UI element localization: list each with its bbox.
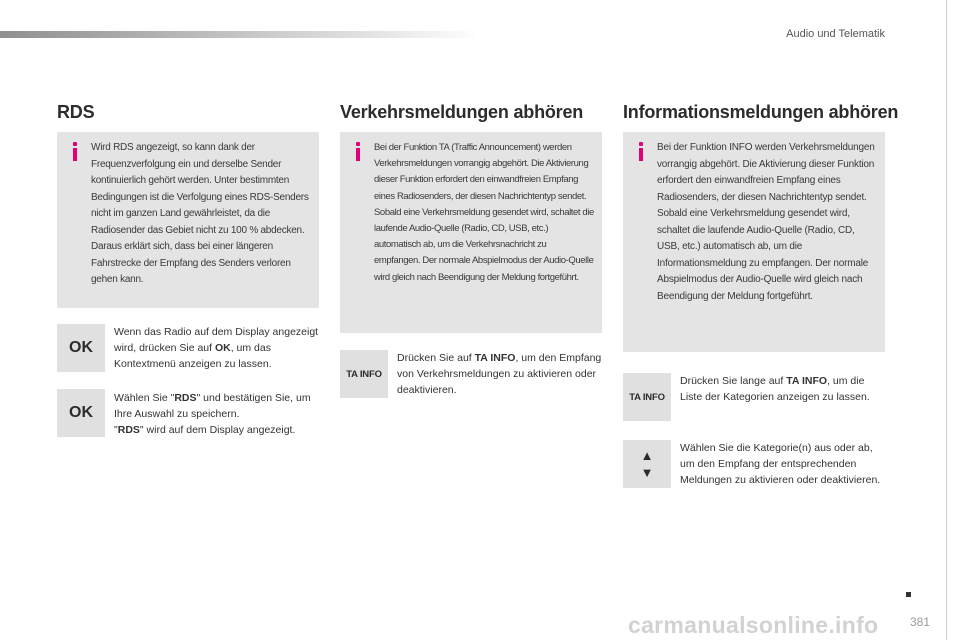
ok-button-icon: OK bbox=[57, 389, 105, 437]
information-step1-text: Drücken Sie lange auf TA INFO, um die Liste der Kategorien anzeigen zu lassen. bbox=[680, 375, 870, 403]
watermark: carmanualsonline.info bbox=[628, 612, 879, 638]
page-edge-line bbox=[946, 0, 947, 640]
page-marker bbox=[906, 592, 911, 597]
ta-info-button-icon: TA INFO bbox=[623, 373, 671, 421]
rds-step1-text: Wenn das Radio auf dem Display angezeigt wird, drücken Sie auf OK, um das Kontextmenü anzeigen zu lassen. bbox=[114, 326, 319, 370]
rds-info-box bbox=[57, 132, 319, 308]
page-number: 381 bbox=[910, 615, 931, 629]
info-icon bbox=[354, 142, 362, 162]
header-bar bbox=[0, 31, 480, 38]
information-info-box bbox=[623, 132, 885, 352]
up-down-arrows-icon bbox=[623, 440, 671, 488]
arrow-up-icon: ▲ bbox=[640, 448, 654, 463]
ta-info-button-icon: TA INFO bbox=[340, 350, 388, 398]
info-icon bbox=[71, 142, 79, 162]
information-step2-text: Wählen Sie die Kategorie(n) aus oder ab, um den Empfang der entsprechenden Meldungen zu aktivieren oder deaktivieren. bbox=[680, 442, 881, 486]
rds-heading: RDS bbox=[57, 102, 95, 122]
traffic-info-text: Bei der Funktion TA (Traffic Announcement) werden Verkehrsmeldungen vorrangig abgehört. Die Aktivierung dieser Funktion erfordert den einwandfreien Empfang eines Radiosenders, der diesen Nachrichtentyp sendet. Sobald eine Verkehrsmeldung gesendet wird, schaltet die laufende Audio-Quelle (Radio, CD, USB, etc.) automatisch ab, um die Verkehrsnachricht zu empfangen. Der normale Abspielmodus der Audio-Quelle wird gleich nach Beendigung der Meldung fortgeführt. bbox=[374, 142, 594, 283]
traffic-step1-text: Drücken Sie auf TA INFO, um den Empfang von Verkehrsmeldungen zu aktivieren oder deaktivieren. bbox=[397, 352, 602, 396]
traffic-heading: Verkehrsmeldungen abhören bbox=[340, 102, 584, 122]
traffic-info-box bbox=[340, 132, 602, 333]
info-icon bbox=[637, 142, 645, 162]
rds-info-text: Wird RDS angezeigt, so kann dank der Frequenzverfolgung ein und derselbe Sender kontinuierlich gehört werden. Unter bestimmten Bedingungen ist die Verfolgung eines RDS-Senders nicht im ganzen Land gewährleistet, da die Radiosender das Gebiet nicht zu 100 % abdecken. Daraus erklärt sich, dass bei einer längeren Fahrstrecke der Empfang des Senders verloren gehen kann. bbox=[91, 142, 309, 285]
rds-step2-text: Wählen Sie "RDS" und bestätigen Sie, um Ihre Auswahl zu speichern. "RDS" wird auf dem Display angezeigt. bbox=[114, 392, 311, 436]
information-info-text: Bei der Funktion INFO werden Verkehrsmeldungen vorrangig abgehört. Die Aktivierung dieser Funktion erfordert den einwandfreien Empfang eines Radiosenders, der diesen Nachrichtentyp sendet. Sobald eine Verkehrsmeldung gesendet wird, schaltet die laufende Audio-Quelle (Radio, CD, USB, etc.) automatisch ab, um die Informationsmeldung zu empfangen. Der normale Abspielmodus der Audio-Quelle wird gleich nach Beendigung der Meldung fortgeführt. bbox=[657, 142, 875, 302]
ok-button-icon: OK bbox=[57, 324, 105, 372]
section-title: Audio und Telematik bbox=[786, 28, 885, 40]
information-heading: Informationsmeldungen abhören bbox=[623, 102, 899, 122]
arrow-down-icon: ▼ bbox=[640, 465, 654, 480]
